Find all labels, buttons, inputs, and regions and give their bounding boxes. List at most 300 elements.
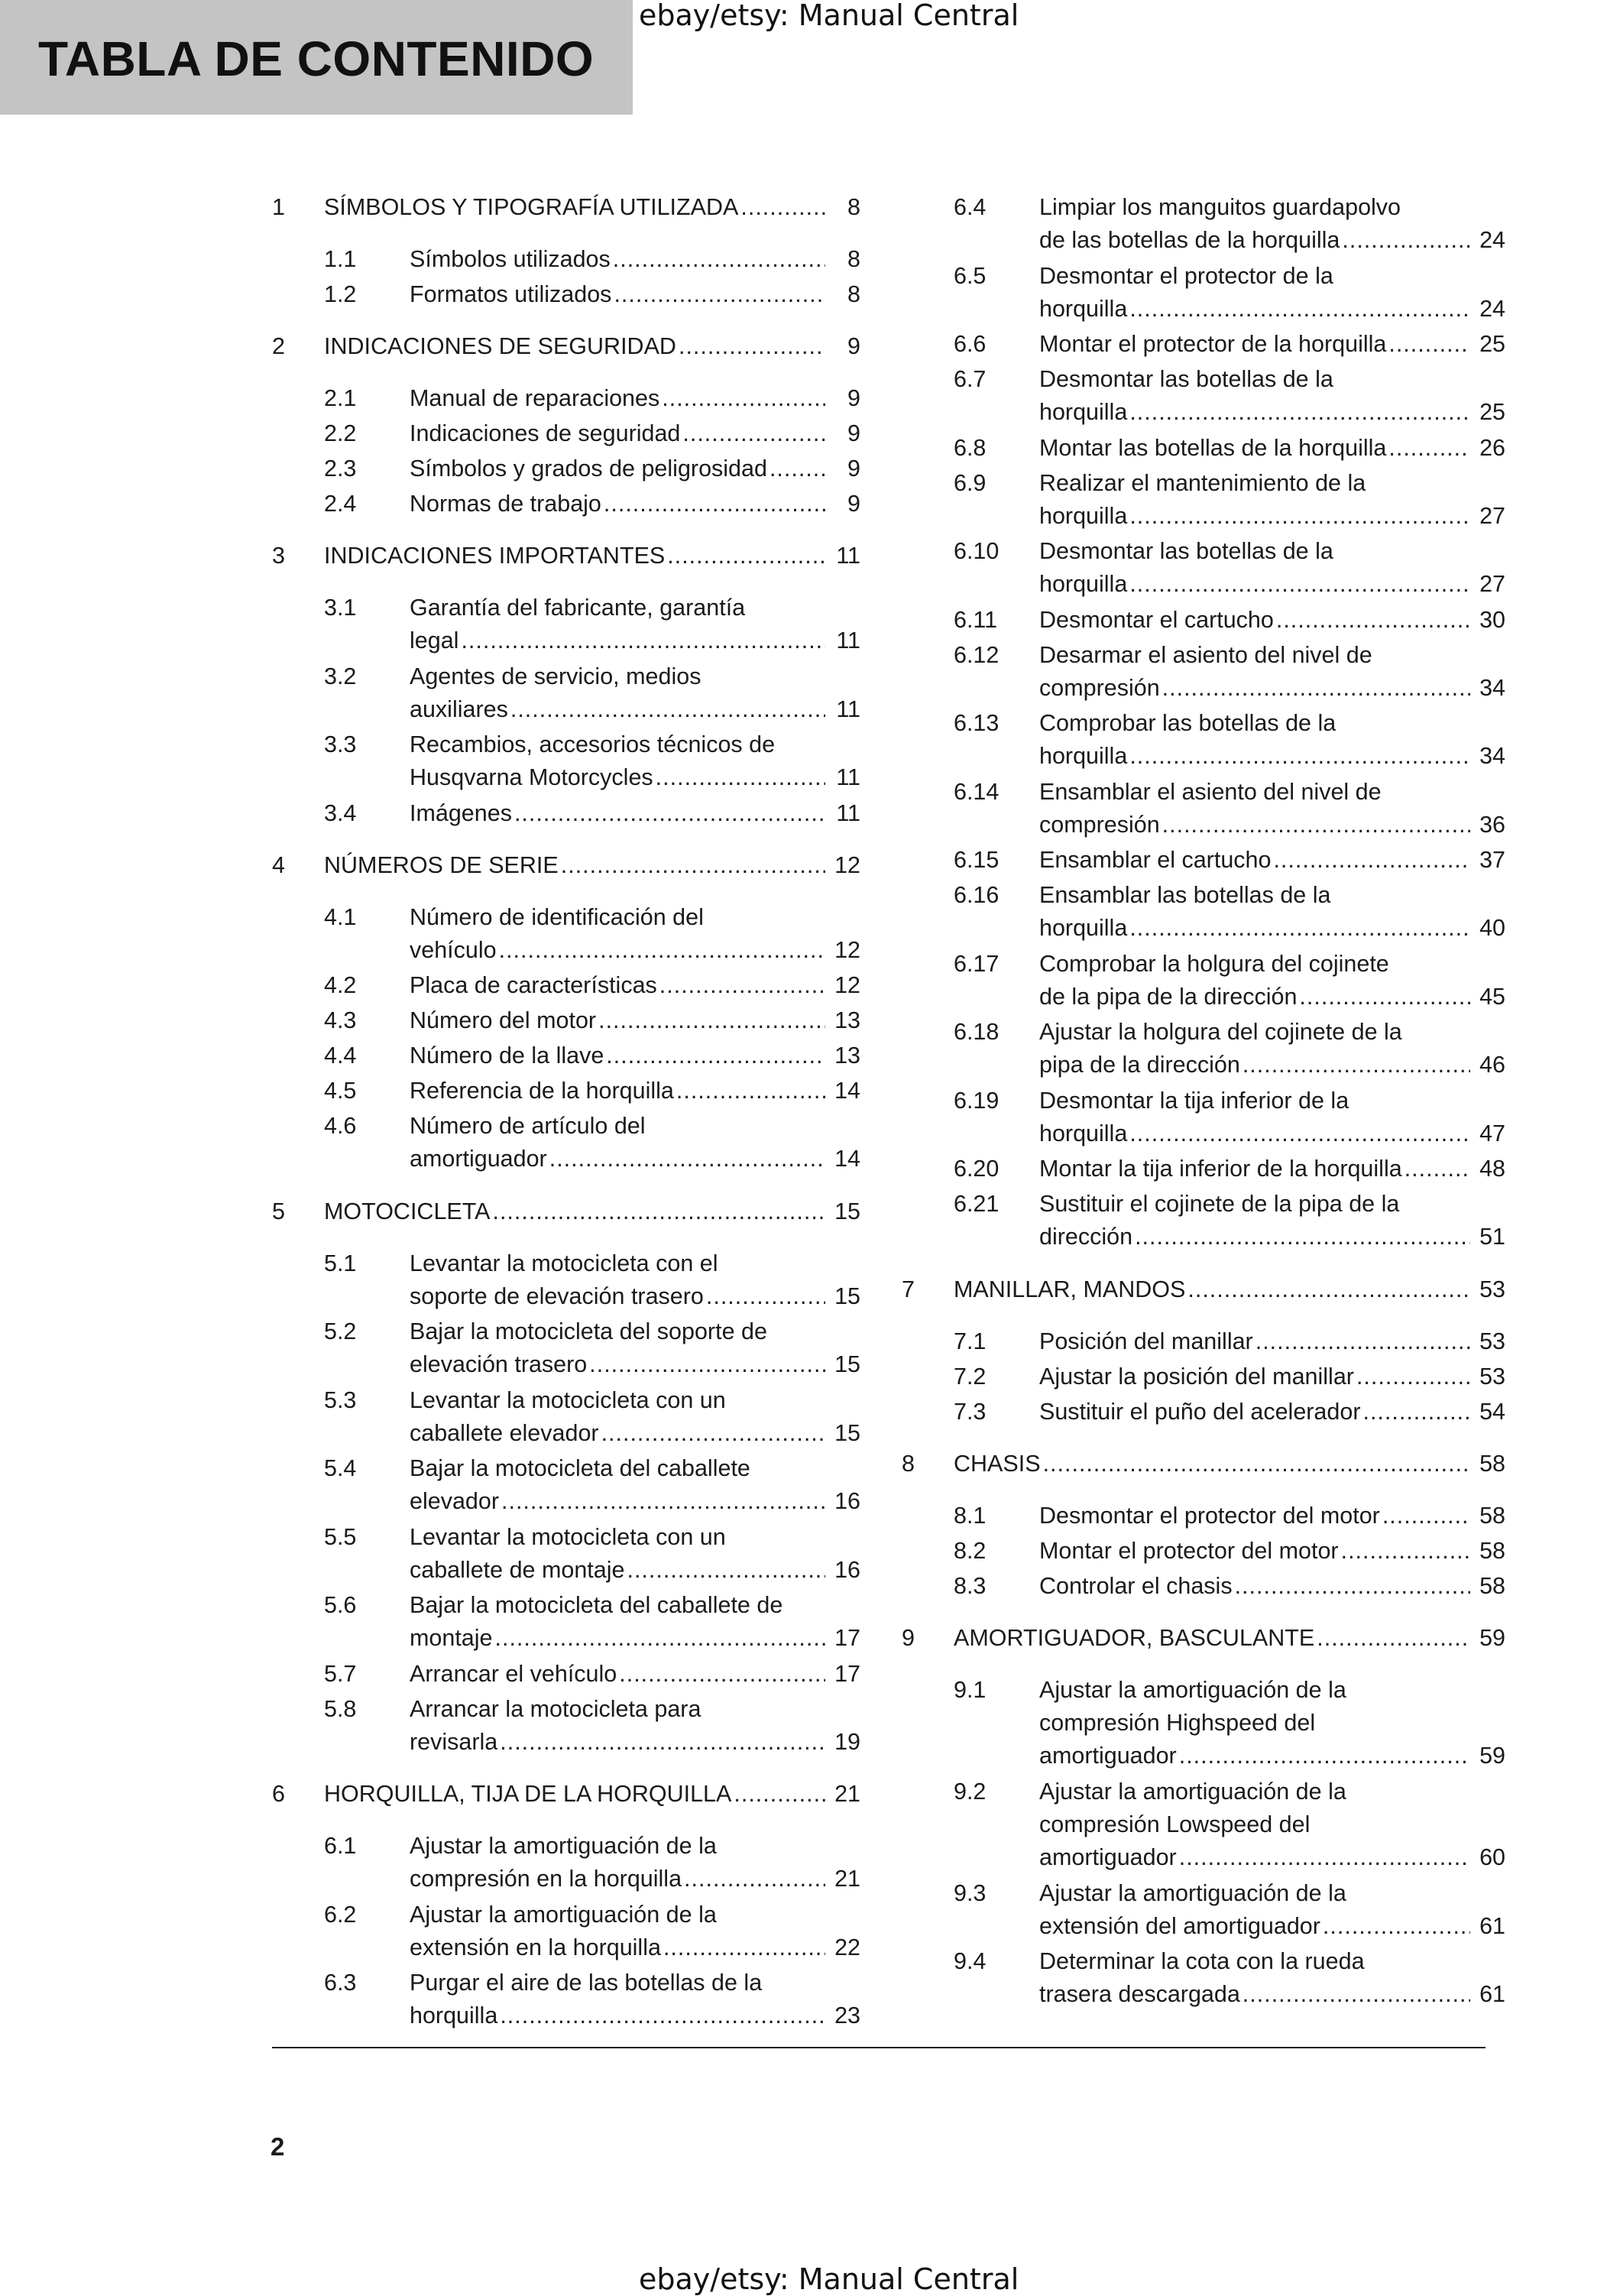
toc-page-number: 25 bbox=[1479, 399, 1505, 425]
dot-leader bbox=[614, 278, 825, 311]
dot-leader bbox=[514, 797, 825, 830]
toc-page-number: 16 bbox=[834, 1556, 860, 1583]
toc-entry-text: Ajustar la amortiguación de la bbox=[1039, 1879, 1346, 1906]
toc-entry-text: Número de identificación del bbox=[410, 903, 704, 930]
toc-entry-text: Controlar el chasis bbox=[1039, 1572, 1233, 1599]
toc-entry-number: 4.1 bbox=[324, 903, 357, 930]
toc-entry-number: 4.5 bbox=[324, 1078, 357, 1104]
toc-entry-number: 5.2 bbox=[324, 1318, 357, 1344]
toc-entry-text: Arrancar la motocicleta para bbox=[410, 1695, 701, 1722]
toc-entry-text: MOTOCICLETA bbox=[324, 1198, 491, 1224]
toc-entry-number: 4.3 bbox=[324, 1007, 357, 1033]
toc-entry-title bbox=[410, 969, 860, 1002]
toc-entry-title bbox=[410, 417, 860, 450]
dot-leader bbox=[604, 488, 825, 520]
dot-leader bbox=[679, 330, 825, 363]
dot-leader bbox=[1388, 432, 1470, 465]
toc-entry-title bbox=[410, 728, 860, 794]
toc-entry-number: 9.4 bbox=[954, 1948, 987, 1974]
toc-page-number: 54 bbox=[1479, 1398, 1505, 1425]
toc-entry-text: Desmontar el cartucho bbox=[1039, 606, 1274, 633]
toc-entry-title bbox=[324, 1778, 860, 1811]
toc-entry-number: 1.1 bbox=[324, 246, 357, 272]
toc-entry-number: 5.3 bbox=[324, 1386, 357, 1413]
dot-leader bbox=[549, 1143, 825, 1176]
dot-leader bbox=[740, 191, 825, 224]
dot-leader bbox=[662, 382, 825, 415]
toc-entry-number: 7.2 bbox=[954, 1363, 987, 1390]
dot-leader bbox=[619, 1658, 825, 1691]
toc-page-number: 45 bbox=[1479, 983, 1505, 1010]
toc-entry-text: amortiguador bbox=[410, 1146, 547, 1172]
toc-entry-text: Limpiar los manguitos guardapolvo bbox=[1039, 194, 1401, 220]
page-title: TABLA DE CONTENIDO bbox=[38, 31, 595, 86]
toc-entry-title bbox=[1039, 1776, 1505, 1874]
toc-entry-title bbox=[1039, 844, 1505, 877]
toc-entry-number: 6.11 bbox=[954, 606, 998, 633]
toc-page-number: 61 bbox=[1479, 1981, 1505, 2007]
toc-entry-number: 6.15 bbox=[954, 847, 1000, 873]
toc-page-number: 14 bbox=[834, 1146, 860, 1172]
toc-entry-text: Montar el protector de la horquilla bbox=[1039, 331, 1387, 357]
toc-page-number: 19 bbox=[834, 1728, 860, 1755]
toc-entry-text: Desmontar el protector de la bbox=[1039, 262, 1333, 289]
toc-entry-text: Desmontar las botellas de la bbox=[1039, 538, 1333, 564]
toc-page-number: 8 bbox=[847, 281, 860, 307]
toc-page-number: 13 bbox=[834, 1007, 860, 1033]
toc-entry-number: 6.21 bbox=[954, 1191, 1000, 1217]
toc-page-number: 11 bbox=[836, 543, 860, 569]
toc-page-number: 46 bbox=[1479, 1052, 1505, 1078]
toc-entry-text: Desmontar las botellas de la bbox=[1039, 366, 1333, 392]
toc-entry-text: NÚMEROS DE SERIE bbox=[324, 851, 559, 878]
toc-entry-title bbox=[410, 488, 860, 520]
toc-page-number: 53 bbox=[1479, 1363, 1505, 1390]
toc-entry-text: AMORTIGUADOR, BASCULANTE bbox=[954, 1624, 1315, 1651]
dot-leader bbox=[1135, 1221, 1470, 1253]
toc-entry-number: 6.13 bbox=[954, 710, 1000, 736]
dot-leader bbox=[613, 243, 825, 276]
toc-entry-text: horquilla bbox=[1039, 571, 1128, 597]
toc-page-number: 53 bbox=[1479, 1276, 1505, 1302]
toc-entry-text: Ensamblar las botellas de la bbox=[1039, 882, 1331, 908]
toc-entry-text: extensión en la horquilla bbox=[410, 1934, 661, 1960]
toc-page-number: 21 bbox=[834, 1866, 860, 1892]
dot-leader bbox=[663, 1931, 825, 1964]
toc-entry-text: amortiguador bbox=[1039, 1742, 1177, 1769]
toc-entry-text: Manual de reparaciones bbox=[410, 385, 660, 411]
toc-entry-text: Comprobar la holgura del cojinete bbox=[1039, 950, 1389, 977]
toc-entry-title bbox=[1039, 328, 1505, 361]
toc-page-number: 17 bbox=[834, 1625, 860, 1651]
toc-page-number: 59 bbox=[1479, 1624, 1505, 1651]
toc-entry-title bbox=[1039, 1877, 1505, 1943]
dot-leader bbox=[500, 1999, 825, 2032]
toc-entry-number: 6.20 bbox=[954, 1156, 1000, 1182]
toc-entry-text: Bajar la motocicleta del soporte de bbox=[410, 1318, 767, 1344]
toc-entry-title bbox=[1039, 604, 1505, 637]
toc-page-number: 11 bbox=[836, 628, 860, 653]
toc-entry-title bbox=[1039, 363, 1505, 429]
toc-entry-title bbox=[1039, 639, 1505, 705]
dot-leader bbox=[1356, 1360, 1470, 1393]
toc-page-number: 58 bbox=[1479, 1537, 1505, 1564]
toc-entry-number: 4 bbox=[272, 851, 285, 878]
toc-entry-text: HORQUILLA, TIJA DE LA HORQUILLA bbox=[324, 1781, 732, 1807]
toc-entry-title bbox=[324, 849, 860, 882]
toc-entry-title bbox=[1039, 1535, 1505, 1568]
toc-page-number: 12 bbox=[834, 936, 860, 963]
toc-entry-title bbox=[1039, 1396, 1505, 1429]
toc-entry-title bbox=[410, 797, 860, 830]
dot-leader bbox=[1179, 1740, 1470, 1772]
toc-entry-text: compresión bbox=[1039, 811, 1160, 838]
toc-entry-text: SÍMBOLOS Y TIPOGRAFÍA UTILIZADA bbox=[324, 194, 739, 220]
dot-leader bbox=[1235, 1570, 1470, 1603]
toc-entry-number: 6.19 bbox=[954, 1087, 1000, 1114]
toc-entry-title bbox=[1039, 1360, 1505, 1393]
dot-leader bbox=[606, 1039, 825, 1072]
toc-entry-text: compresión en la horquilla bbox=[410, 1866, 682, 1892]
toc-entry-number: 9.3 bbox=[954, 1879, 987, 1906]
toc-entry-text: auxiliares bbox=[410, 696, 508, 722]
toc-entry-text: Montar las botellas de la horquilla bbox=[1039, 434, 1387, 461]
toc-entry-title bbox=[410, 1452, 860, 1518]
toc-page-number: 12 bbox=[834, 972, 860, 998]
dot-leader bbox=[499, 934, 825, 967]
toc-entry-title bbox=[410, 1315, 860, 1381]
dot-leader bbox=[492, 1195, 825, 1228]
toc-entry-number: 8.3 bbox=[954, 1572, 987, 1599]
dot-leader bbox=[1179, 1841, 1470, 1874]
dot-leader bbox=[1273, 844, 1470, 877]
toc-page-number: 8 bbox=[847, 194, 860, 220]
toc-entry-number: 4.4 bbox=[324, 1043, 357, 1069]
dot-leader bbox=[682, 417, 825, 450]
toc-page-number: 58 bbox=[1479, 1502, 1505, 1529]
toc-entry-text: Ajustar la holgura del cojinete de la bbox=[1039, 1019, 1402, 1045]
dot-leader bbox=[461, 624, 825, 657]
toc-entry-number: 1.2 bbox=[324, 281, 357, 307]
dot-leader bbox=[601, 1417, 825, 1450]
toc-entry-text: extensión del amortiguador bbox=[1039, 1912, 1320, 1939]
toc-page-number: 17 bbox=[834, 1660, 860, 1687]
toc-entry-text: MANILLAR, MANDOS bbox=[954, 1276, 1186, 1302]
toc-page-number: 53 bbox=[1479, 1328, 1505, 1354]
toc-page-number: 36 bbox=[1479, 811, 1505, 838]
toc-entry-title bbox=[1039, 776, 1505, 842]
toc-entry-text: amortiguador bbox=[1039, 1844, 1177, 1870]
toc-entry-text: caballete elevador bbox=[410, 1419, 599, 1446]
toc-entry-text: horquilla bbox=[1039, 915, 1128, 941]
toc-entry-title bbox=[1039, 1016, 1505, 1082]
page-number: 2 bbox=[271, 2132, 285, 2161]
dot-leader bbox=[1382, 1500, 1470, 1532]
toc-entry-number: 3 bbox=[272, 543, 285, 569]
toc-page-number: 26 bbox=[1479, 434, 1505, 461]
toc-entry-number: 1 bbox=[272, 194, 285, 220]
toc-page-number: 58 bbox=[1479, 1450, 1505, 1477]
toc-page-number: 15 bbox=[834, 1283, 860, 1309]
toc-entry-number: 3.4 bbox=[324, 799, 357, 826]
toc-entry-title bbox=[410, 1110, 860, 1176]
toc-entry-title bbox=[324, 330, 860, 363]
toc-entry-text: dirección bbox=[1039, 1224, 1133, 1250]
toc-entry-number: 6.10 bbox=[954, 538, 1000, 564]
toc-page-number: 8 bbox=[847, 246, 860, 272]
header-banner bbox=[0, 0, 633, 115]
toc-page-number: 9 bbox=[847, 491, 860, 517]
dot-leader bbox=[656, 761, 825, 794]
dot-leader bbox=[1243, 1978, 1470, 2011]
toc-entry-text: soporte de elevación trasero bbox=[410, 1283, 704, 1309]
toc-entry-text: Realizar el mantenimiento de la bbox=[1039, 469, 1366, 496]
toc-entry-text: trasera descargada bbox=[1039, 1981, 1240, 2007]
toc-page-number: 27 bbox=[1479, 502, 1505, 529]
toc-entry-number: 6.3 bbox=[324, 1970, 357, 1996]
toc-entry-text: horquilla bbox=[1039, 502, 1128, 529]
dot-leader bbox=[1342, 224, 1470, 257]
toc-entry-text: Ajustar la amortiguación de la bbox=[410, 1901, 717, 1928]
dot-leader bbox=[1043, 1448, 1470, 1480]
toc-entry-text: horquilla bbox=[410, 2003, 498, 2028]
toc-entry-title bbox=[410, 1830, 860, 1895]
toc-entry-number: 7.1 bbox=[954, 1328, 987, 1354]
dot-leader bbox=[659, 969, 825, 1002]
toc-entry-title bbox=[1039, 191, 1505, 257]
dot-leader bbox=[1129, 740, 1470, 773]
toc-entry-text: Sustituir el cojinete de la pipa de la bbox=[1039, 1191, 1400, 1217]
dot-leader bbox=[1162, 672, 1470, 705]
toc-page-number: 60 bbox=[1479, 1844, 1505, 1870]
toc-page-number: 23 bbox=[834, 2003, 860, 2028]
toc-entry-title bbox=[410, 278, 860, 311]
toc-entry-number: 5.4 bbox=[324, 1455, 357, 1481]
toc-page-number: 11 bbox=[836, 764, 860, 790]
toc-entry-text: montaje bbox=[410, 1625, 493, 1651]
toc-entry-text: elevador bbox=[410, 1488, 499, 1514]
toc-entry-title bbox=[1039, 1674, 1505, 1772]
toc-entry-text: Ensamblar el asiento del nivel de bbox=[1039, 778, 1382, 805]
toc-entry-text: compresión bbox=[1039, 674, 1160, 701]
toc-page-number: 11 bbox=[836, 799, 860, 826]
toc-entry-text: Placa de características bbox=[410, 972, 657, 998]
toc-entry-text: Imágenes bbox=[410, 799, 512, 826]
toc-page-number: 12 bbox=[834, 851, 860, 878]
toc-entry-title bbox=[954, 1273, 1505, 1306]
toc-entry-number: 5.6 bbox=[324, 1592, 357, 1618]
toc-entry-number: 6.4 bbox=[954, 194, 987, 220]
toc-entry-text: Ajustar la amortiguación de la bbox=[1039, 1778, 1346, 1805]
toc-entry-number: 9.2 bbox=[954, 1778, 987, 1805]
toc-entry-number: 6.16 bbox=[954, 882, 1000, 908]
toc-entry-text: caballete de montaje bbox=[410, 1556, 625, 1583]
toc-page-number: 24 bbox=[1479, 227, 1505, 253]
toc-entry-text: compresión Highspeed del bbox=[1039, 1709, 1316, 1736]
dot-leader bbox=[589, 1348, 825, 1381]
toc-entry-number: 4.6 bbox=[324, 1113, 357, 1139]
toc-entry-title bbox=[410, 660, 860, 726]
toc-entry-title bbox=[410, 1075, 860, 1107]
toc-page-number: 61 bbox=[1479, 1912, 1505, 1939]
toc-entry-text: Purgar el aire de las botellas de la bbox=[410, 1970, 763, 1996]
toc-entry-title bbox=[410, 1589, 860, 1655]
toc-entry-text: Desarmar el asiento del nivel de bbox=[1039, 641, 1372, 668]
dot-leader bbox=[598, 1004, 825, 1037]
dot-leader bbox=[667, 540, 825, 572]
toc-entry-text: compresión Lowspeed del bbox=[1039, 1811, 1311, 1837]
toc-entry-title bbox=[410, 592, 860, 657]
toc-page-number: 9 bbox=[847, 333, 860, 359]
toc-entry-title bbox=[324, 1195, 860, 1228]
dot-leader bbox=[510, 693, 825, 726]
toc-page-number: 34 bbox=[1479, 743, 1505, 769]
toc-entry-text: Levantar la motocicleta con un bbox=[410, 1386, 726, 1413]
dot-leader bbox=[1243, 1049, 1470, 1082]
toc-entry-title bbox=[410, 1004, 860, 1037]
toc-entry-number: 6.12 bbox=[954, 641, 1000, 668]
toc-entry-text: Desmontar el protector del motor bbox=[1039, 1502, 1380, 1529]
toc-page-number: 37 bbox=[1479, 847, 1505, 873]
toc-entry-text: INDICACIONES IMPORTANTES bbox=[324, 543, 666, 569]
toc-entry-text: vehículo bbox=[410, 936, 497, 963]
toc-entry-text: pipa de la dirección bbox=[1039, 1052, 1240, 1078]
toc-entry-text: horquilla bbox=[1039, 743, 1128, 769]
dot-leader bbox=[676, 1075, 825, 1107]
dot-leader bbox=[684, 1863, 825, 1895]
toc-entry-title bbox=[1039, 1570, 1505, 1603]
watermark-top: ebay/etsy: Manual Central bbox=[639, 0, 1019, 32]
toc-entry-number: 6.8 bbox=[954, 434, 987, 461]
toc-entry-number: 6.17 bbox=[954, 950, 1000, 977]
toc-entry-text: Garantía del fabricante, garantía bbox=[410, 595, 746, 621]
dot-leader bbox=[1129, 568, 1470, 601]
toc-entry-title bbox=[1039, 1500, 1505, 1532]
toc-page-number: 22 bbox=[834, 1934, 860, 1960]
toc-entry-number: 9 bbox=[902, 1624, 915, 1651]
toc-entry-number: 6.1 bbox=[324, 1833, 357, 1859]
toc-entry-text: Formatos utilizados bbox=[410, 281, 612, 307]
dot-leader bbox=[1256, 1325, 1470, 1358]
toc-entry-text: Montar el protector del motor bbox=[1039, 1537, 1339, 1564]
dot-leader bbox=[1405, 1153, 1470, 1185]
toc-entry-title bbox=[410, 1521, 860, 1587]
toc-entry-text: Indicaciones de seguridad bbox=[410, 420, 681, 446]
toc-entry-number: 6.14 bbox=[954, 778, 1000, 805]
dot-leader bbox=[1162, 809, 1470, 842]
footer-divider bbox=[272, 2047, 1486, 2048]
toc-entry-text: CHASIS bbox=[954, 1450, 1041, 1477]
toc-entry-number: 2.4 bbox=[324, 491, 357, 517]
toc-entry-number: 6.2 bbox=[324, 1901, 357, 1928]
toc-entry-number: 6.7 bbox=[954, 366, 987, 392]
toc-entry-title bbox=[1039, 1325, 1505, 1358]
toc-entry-text: Referencia de la horquilla bbox=[410, 1078, 674, 1104]
toc-page-number: 27 bbox=[1479, 571, 1505, 597]
toc-entry-number: 7 bbox=[902, 1276, 915, 1302]
dot-leader bbox=[734, 1778, 825, 1811]
toc-page-number: 24 bbox=[1479, 295, 1505, 322]
toc-entry-title bbox=[410, 1693, 860, 1759]
toc-page-number: 9 bbox=[847, 420, 860, 446]
dot-leader bbox=[500, 1726, 825, 1759]
toc-page-number: 15 bbox=[834, 1351, 860, 1377]
toc-entry-number: 6.9 bbox=[954, 469, 987, 496]
toc-entry-text: legal bbox=[410, 628, 459, 653]
toc-entry-text: Sustituir el puño del acelerador bbox=[1039, 1398, 1361, 1425]
toc-entry-title bbox=[410, 1658, 860, 1691]
toc-entry-title bbox=[410, 1384, 860, 1450]
dot-leader bbox=[1129, 396, 1470, 429]
toc-entry-title bbox=[324, 191, 860, 224]
toc-entry-text: revisarla bbox=[410, 1728, 498, 1755]
toc-entry-title bbox=[1039, 879, 1505, 945]
toc-entry-title bbox=[410, 452, 860, 485]
toc-page-number: 59 bbox=[1479, 1742, 1505, 1769]
toc-entry-title bbox=[410, 901, 860, 967]
toc-entry-title bbox=[324, 540, 860, 572]
toc-entry-title bbox=[410, 1039, 860, 1072]
toc-entry-text: Normas de trabajo bbox=[410, 491, 601, 517]
toc-entry-number: 5.7 bbox=[324, 1660, 357, 1687]
toc-entry-text: Recambios, accesorios técnicos de bbox=[410, 731, 776, 757]
toc-entry-text: Desmontar la tija inferior de la bbox=[1039, 1087, 1349, 1114]
toc-entry-title bbox=[1039, 260, 1505, 326]
toc-entry-text: Símbolos y grados de peligrosidad bbox=[410, 456, 767, 482]
toc-entry-text: Levantar la motocicleta con un bbox=[410, 1523, 726, 1550]
toc-entry-title bbox=[410, 1899, 860, 1964]
toc-entry-title bbox=[1039, 467, 1505, 533]
toc-entry-text: Comprobar las botellas de la bbox=[1039, 710, 1336, 736]
toc-entry-title bbox=[410, 382, 860, 415]
toc-entry-number: 6.6 bbox=[954, 331, 987, 357]
dot-leader bbox=[1323, 1910, 1470, 1943]
toc-entry-text: Ensamblar el cartucho bbox=[1039, 847, 1272, 873]
toc-entry-text: de las botellas de la horquilla bbox=[1039, 227, 1340, 253]
toc-entry-title bbox=[1039, 707, 1505, 773]
dot-leader bbox=[1388, 328, 1470, 361]
dot-leader bbox=[1129, 1117, 1470, 1150]
toc-entry-text: Agentes de servicio, medios bbox=[410, 663, 701, 689]
toc-page-number: 25 bbox=[1479, 331, 1505, 357]
toc-entry-text: INDICACIONES DE SEGURIDAD bbox=[324, 333, 676, 359]
toc-entry-number: 8 bbox=[902, 1450, 915, 1477]
dot-leader bbox=[561, 849, 825, 882]
toc-page-number: 40 bbox=[1479, 915, 1505, 941]
toc-page-number: 58 bbox=[1479, 1572, 1505, 1599]
toc-entry-text: elevación trasero bbox=[410, 1351, 588, 1377]
toc-entry-text: Montar la tija inferior de la horquilla bbox=[1039, 1156, 1402, 1182]
toc-entry-number: 2.1 bbox=[324, 385, 357, 411]
dot-leader bbox=[1317, 1622, 1470, 1655]
dot-leader bbox=[627, 1554, 825, 1587]
toc-entry-text: Símbolos utilizados bbox=[410, 246, 611, 272]
toc-entry-number: 3.2 bbox=[324, 663, 357, 689]
dot-leader bbox=[1299, 981, 1470, 1013]
toc-entry-title bbox=[1039, 1085, 1505, 1150]
toc-entry-number: 5.5 bbox=[324, 1523, 357, 1550]
dot-leader bbox=[1362, 1396, 1470, 1429]
toc-entry-text: Bajar la motocicleta del caballete de bbox=[410, 1592, 783, 1618]
toc-entry-title bbox=[1039, 1945, 1505, 2011]
toc-entry-text: Levantar la motocicleta con el bbox=[410, 1250, 718, 1276]
toc-entry-text: Ajustar la posición del manillar bbox=[1039, 1363, 1354, 1390]
toc-entry-text: Número de artículo del bbox=[410, 1113, 646, 1139]
toc-page-number: 9 bbox=[847, 385, 860, 411]
toc-entry-number: 3.3 bbox=[324, 731, 357, 757]
toc-entry-number: 5.8 bbox=[324, 1695, 357, 1722]
toc-page-number: 47 bbox=[1479, 1120, 1505, 1146]
